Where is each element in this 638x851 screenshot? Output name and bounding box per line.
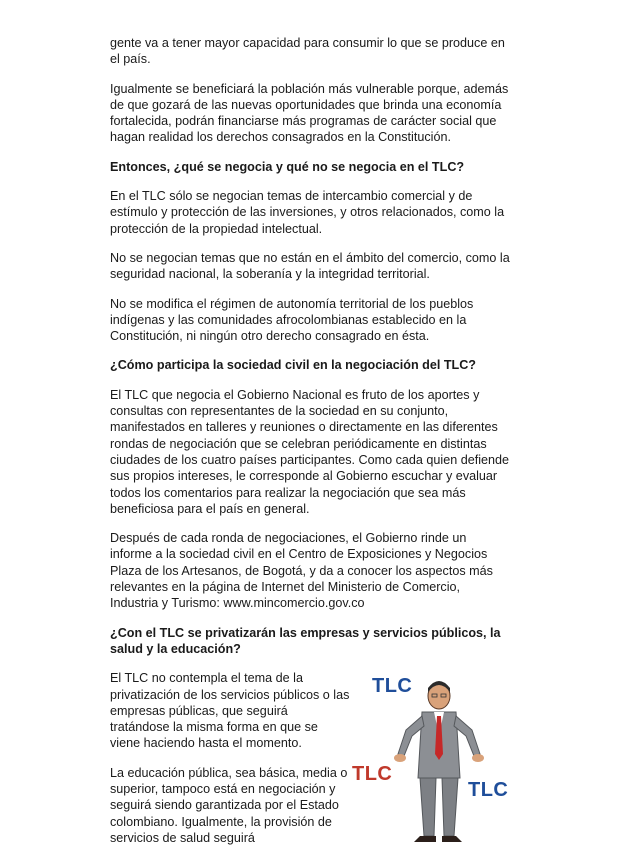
paragraph-servicios-publicos: El TLC no contempla el tema de la privatización de los servicios públicos o las empresas públicas, que seguirá tratándose la misma forma en que se viene haciendo hasta el momento.	[110, 671, 350, 751]
tlc-illustration	[350, 666, 515, 851]
tlc-label-left: TLC	[352, 763, 393, 786]
shoe-icon	[442, 836, 462, 842]
paragraph-aportes-consultas: El TLC que negocia el Gobierno Nacional es fruto de los aportes y consultas con representantes de la sociedad en su conjunto, manifestados en talleres y reuniones o directamente en las diferentes rondas de negociación que se celebran periódicamente en distintas ciudades de los cuatro países participantes. Como cada quien defiende sus propios intereses, le corresponde al Gobierno escuchar y evaluar todos los comentarios para realizar la negociación que sea más beneficiosa para el país en general.	[110, 387, 510, 516]
paragraph-informe-ronda: Después de cada ronda de negociaciones, el Gobierno rinde un informe a la sociedad civil en el Centro de Exposiciones y Negocios Plaza de los Artesanos, de Bogotá, y da a conocer los aspectos más relevantes en la página de Internet del Ministerio de Comercio, Industria y Turismo: www.mincomercio.gov.co	[110, 531, 493, 611]
confused-man-illustration	[350, 666, 515, 851]
paragraph-poblacion-vulnerable: Igualmente se beneficiará la población más vulnerable porque, además de que gozará de las nuevas oportunidades que brinda una economía fortalecida, podrán financiarse más programas de carácter social que hagan realidad los derechos consagrados en la Constitución.	[110, 81, 509, 145]
document-page	[110, 35, 510, 846]
heading-que-se-negocia: Entonces, ¿qué se negocia y qué no se negocia en el TLC?	[110, 159, 465, 174]
paragraph-temas-negociados: En el TLC sólo se negocian temas de intercambio comercial y de estímulo y protección de las inversiones, y otros relacionados, como la protección de la propiedad intelectual.	[110, 189, 505, 236]
tlc-label-right: TLC	[468, 779, 509, 802]
paragraph-autonomia-territorial: No se modifica el régimen de autonomía territorial de los pueblos indígenas y las comunidades afrocolombianas establecido en la Constitución, ni ningún otro derecho consagrado en ésta.	[110, 296, 474, 344]
paragraph-temas-no-negociados: No se negocian temas que no están en el ámbito del comercio, como la seguridad nacional, la soberanía y la integridad territorial.	[110, 250, 510, 282]
heading-privatizacion: ¿Con el TLC se privatizarán las empresas y servicios públicos, la salud y la educación?	[110, 625, 501, 656]
figure-row	[110, 670, 510, 846]
tlc-label-top: TLC	[372, 675, 413, 698]
paragraph-educacion-publica: La educación pública, sea básica, media o superior, tampoco está en negociación y seguirá siendo garantizada por el Estado colombiano. Igualmente, la provisión de servicios de salud seguirá	[110, 765, 348, 845]
paragraph-consumo: gente va a tener mayor capacidad para consumir lo que se produce en el país.	[110, 36, 505, 67]
shoe-icon	[414, 836, 436, 842]
heading-sociedad-civil: ¿Cómo participa la sociedad civil en la negociación del TLC?	[110, 358, 476, 373]
